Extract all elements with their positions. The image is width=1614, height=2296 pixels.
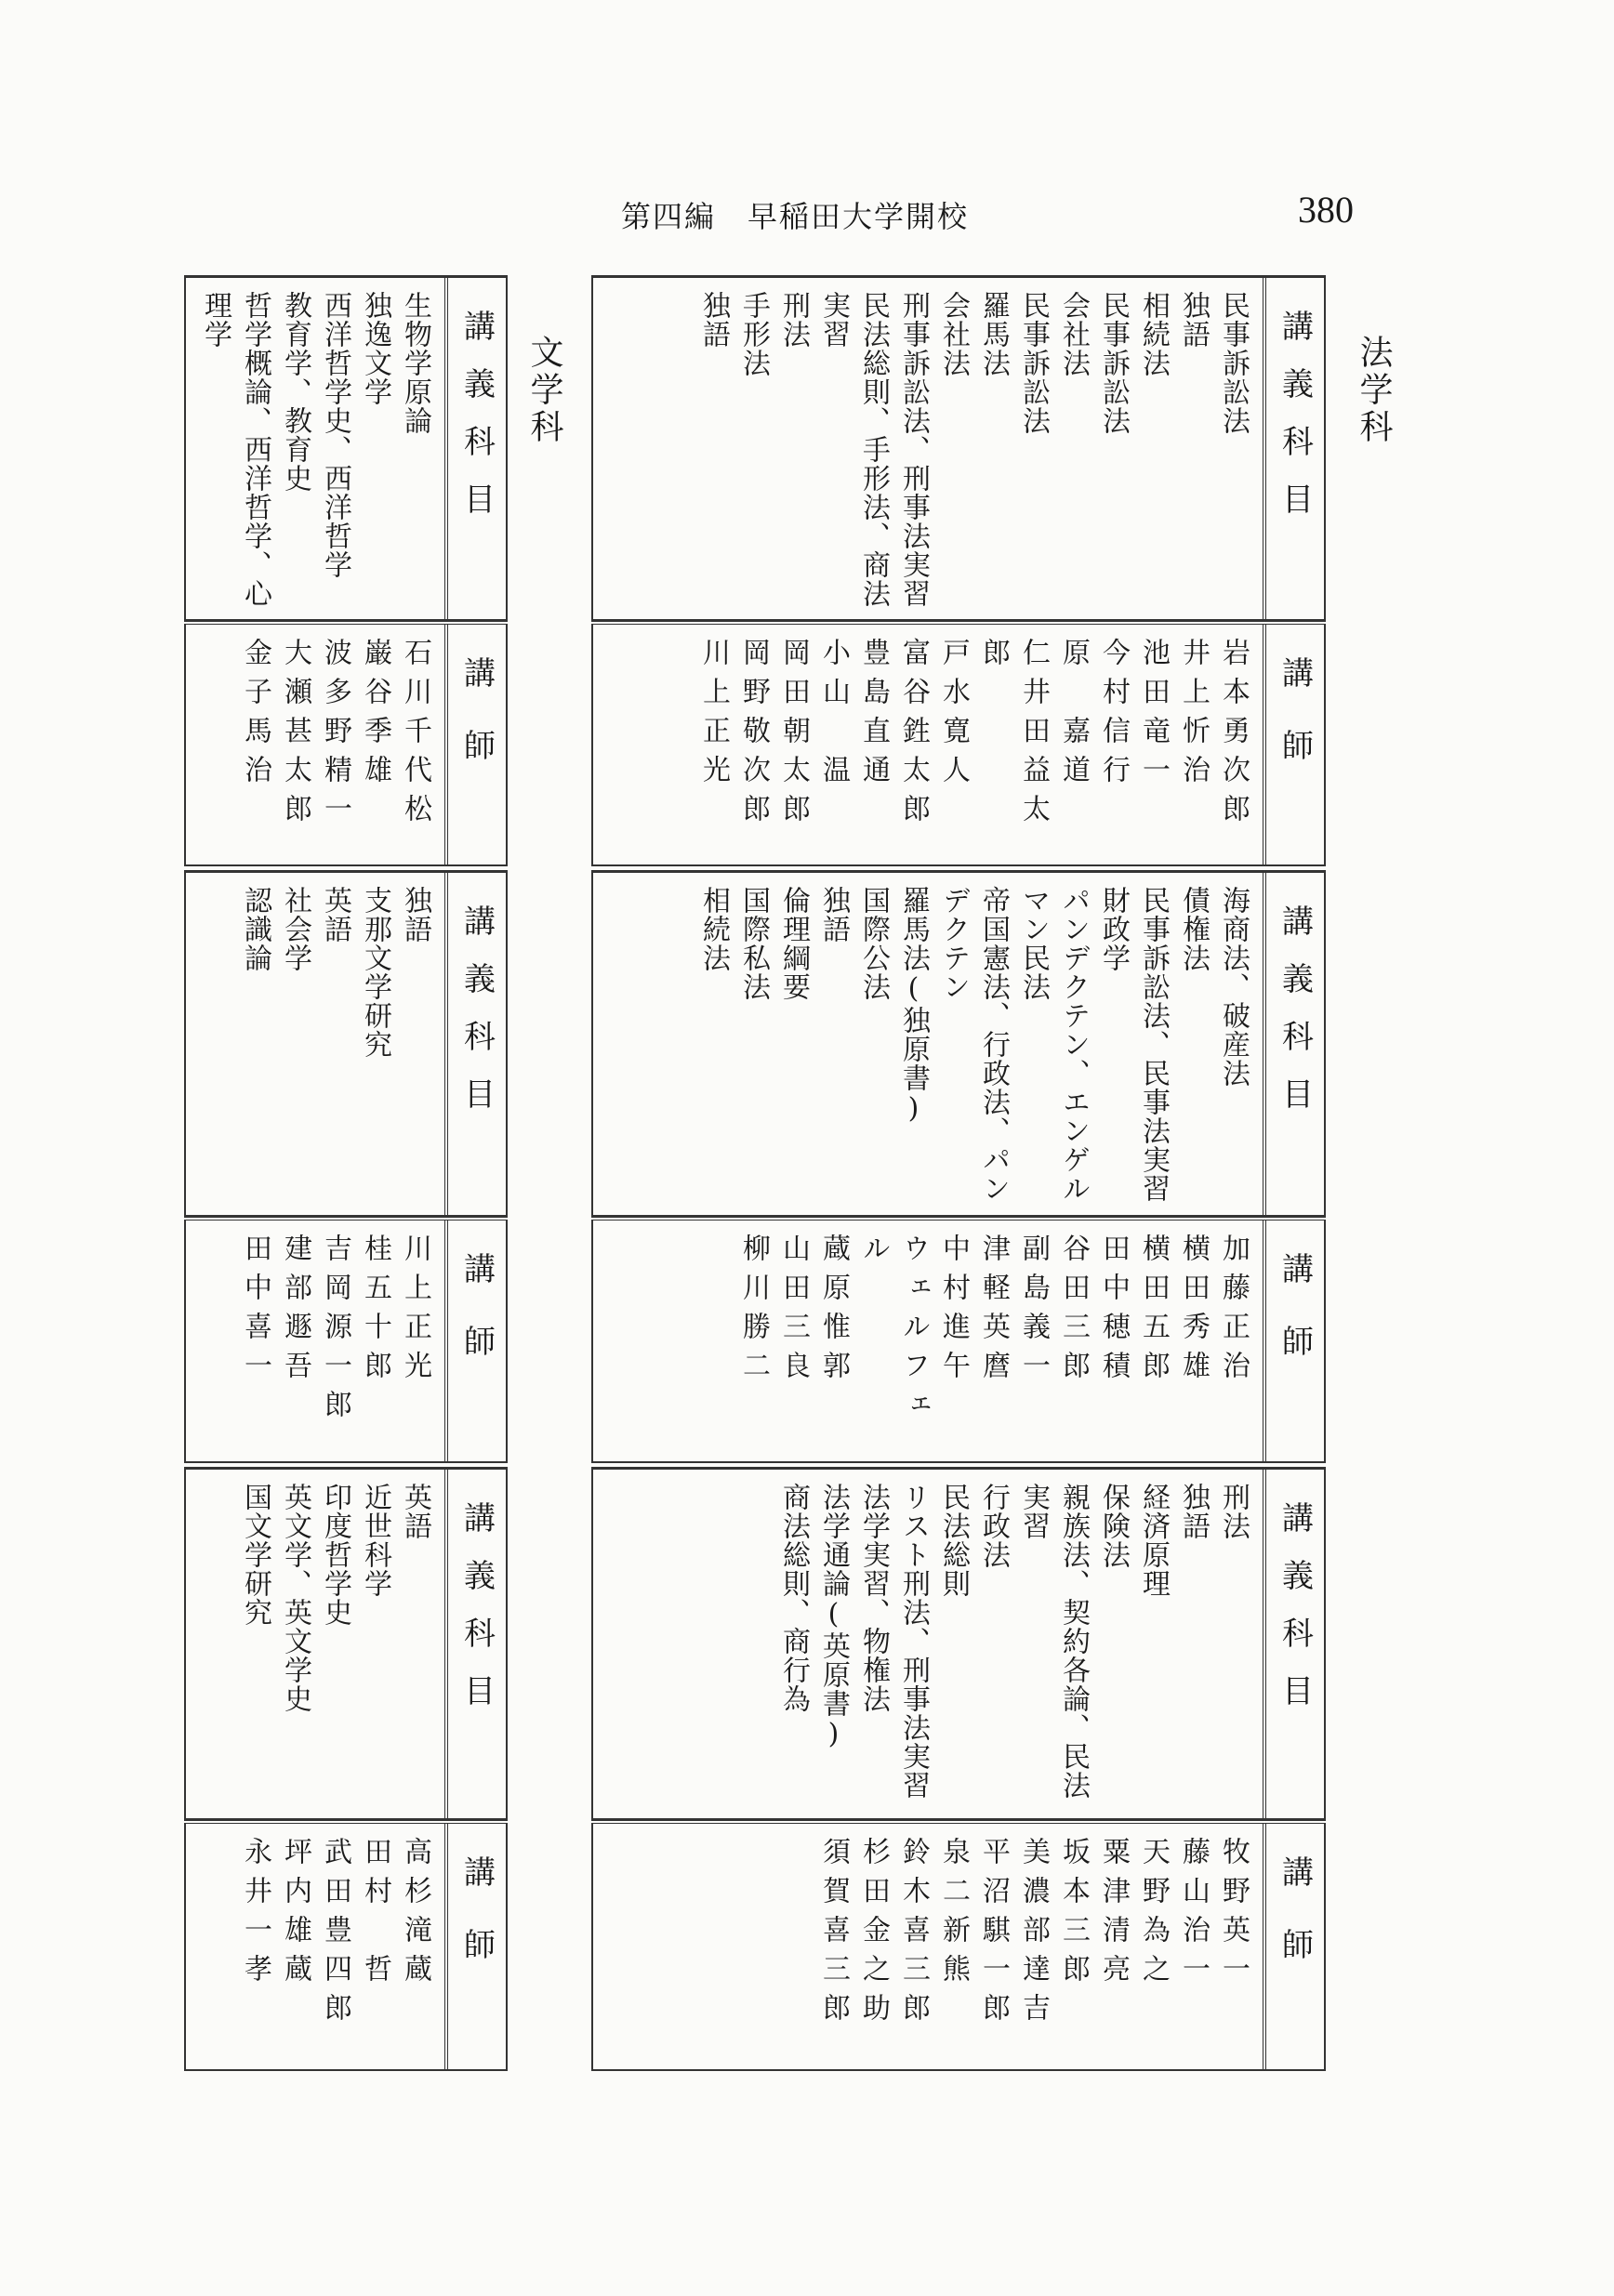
lecturer-name: 田村 哲 [359, 1837, 391, 1993]
lecturer-section [184, 1824, 508, 2071]
lecturer-name: 須賀喜三郎 [817, 1837, 850, 2032]
course-item: 相続法 [697, 886, 730, 972]
course-item: 国文学研究 [239, 1483, 271, 1627]
lecturer-header [444, 1824, 506, 2069]
course-item: 支那文学研究 [359, 886, 391, 1059]
lit-table-3 [184, 1467, 508, 2071]
course-item: 独語 [1177, 1483, 1210, 1540]
course-section [184, 278, 508, 621]
course-item: 西洋哲学史、西洋哲学 [319, 291, 351, 579]
lecturer-name: 巌谷季雄 [359, 638, 391, 794]
course-item: 英語 [399, 1483, 431, 1540]
course-header-label: 講義科目 [1276, 904, 1314, 1135]
course-section [591, 873, 1326, 1217]
lecturer-name: 美濃部達吉 [1017, 1837, 1050, 2032]
lecturer-name: 横田五郎 [1137, 1234, 1170, 1390]
course-item: 独逸文学 [359, 291, 391, 406]
course-item: 民事訴訟法、民事法実習 [1137, 886, 1170, 1203]
course-item: 社会学 [279, 886, 311, 972]
course-header [1263, 278, 1324, 619]
course-item: 民事訴訟法 [1217, 291, 1250, 435]
lecturer-section [184, 1221, 508, 1463]
course-item: 英文学、英文学史 [279, 1483, 311, 1713]
course-header [1263, 1470, 1324, 1818]
lecturer-name: 永井一孝 [239, 1837, 271, 1993]
lecturer-name: ウェルフェル [857, 1234, 930, 1429]
course-item: 認識論 [239, 886, 271, 972]
lecturer-section [591, 1221, 1326, 1463]
course-item: 羅馬法 [977, 291, 1010, 377]
lecturer-section [184, 625, 508, 866]
course-item: 保険法 [1097, 1483, 1130, 1569]
lecturer-name: 吉岡源一郎 [319, 1234, 351, 1429]
course-item: 相続法 [1137, 291, 1170, 377]
lecturer-header-label: 講師 [1276, 656, 1314, 801]
lecturer-name: 副島義一 [1017, 1234, 1050, 1390]
law-table-3 [591, 1467, 1326, 2071]
course-item: 民事訴訟法 [1097, 291, 1130, 435]
course-item: 国際私法 [737, 886, 770, 1001]
course-item: 独語 [697, 291, 730, 349]
law-table-1 [591, 275, 1326, 866]
lecturer-name: 谷田三郎 [1057, 1234, 1090, 1390]
lecturer-name: 豊島直通 [857, 638, 890, 794]
lecturer-section [591, 1824, 1326, 2071]
lecturer-header [1263, 1221, 1324, 1461]
course-item: 独語 [817, 886, 850, 943]
lecturer-section [591, 625, 1326, 866]
lecturer-name: 大瀬甚太郎 [279, 638, 311, 833]
lecturer-name: 金子馬治 [239, 638, 271, 794]
lecturer-header [444, 1221, 506, 1461]
lecturer-name: 粟津清亮 [1097, 1837, 1130, 1993]
lit-table-1 [184, 275, 508, 866]
lecturer-name: 蔵原惟郭 [817, 1234, 850, 1390]
lecturer-name: 坪内雄蔵 [279, 1837, 311, 1993]
lecturer-header-label: 講師 [1276, 1252, 1314, 1397]
lecturer-name: 柳川勝二 [737, 1234, 770, 1390]
lecturer-name: 波多野精一 [319, 638, 351, 833]
lecturer-name: 平沼騏一郎 [977, 1837, 1010, 2032]
lecturer-name: 原 嘉道 [1057, 638, 1090, 794]
course-item: 近世科学 [359, 1483, 391, 1598]
section-title-literature: 文学科 [525, 335, 563, 446]
course-item: 会社法 [937, 291, 970, 377]
running-head: 第四編 早稲田大学開校 [621, 199, 970, 234]
lecturer-name: 山田三良 [777, 1234, 810, 1390]
lecturer-name: 石川千代松 [399, 638, 431, 833]
lecturer-name: 横田秀雄 [1177, 1234, 1210, 1390]
course-item: 債権法 [1177, 886, 1210, 972]
lecturer-name: 富谷鉎太郎 [897, 638, 930, 833]
course-header [1263, 873, 1324, 1215]
lecturer-name: 川上正光 [399, 1234, 431, 1390]
course-header [444, 873, 506, 1215]
course-item: 民法総則、手形法、商法実習 [817, 291, 890, 608]
page-number: 380 [1298, 189, 1354, 231]
course-item: 刑法 [777, 291, 810, 349]
lecturer-name: 鈴木喜三郎 [897, 1837, 930, 2032]
course-item: リスト刑法、刑事法実習 [897, 1483, 930, 1800]
lecturer-name: 高杉滝蔵 [399, 1837, 431, 1993]
lecturer-name: 武田豊四郎 [319, 1837, 351, 2032]
course-item: 財政学 [1097, 886, 1130, 972]
course-item: 法学実習、物権法 [857, 1483, 890, 1713]
course-section [591, 278, 1326, 621]
lecturer-name: 藤山治一 [1177, 1837, 1210, 1993]
lecturer-header-label: 講師 [457, 656, 496, 801]
course-item: 行政法 [977, 1483, 1010, 1569]
lecturer-name: 小山 温 [817, 638, 850, 794]
lecturer-name: 田中穂積 [1097, 1234, 1130, 1390]
lecturer-name: 天野為之 [1137, 1837, 1170, 1993]
course-item: 民法総則 [937, 1483, 970, 1598]
lecturer-header [444, 625, 506, 864]
lecturer-name: 田中喜一 [239, 1234, 271, 1390]
lecturer-name: 加藤正治 [1217, 1234, 1250, 1390]
course-item: 刑法 [1217, 1483, 1250, 1540]
lecturer-name: 岡野敬次郎 [737, 638, 770, 833]
course-item: 商法総則、商行為 [777, 1483, 810, 1713]
lecturer-name: 井上忻治 [1177, 638, 1210, 794]
course-item: 英語 [319, 886, 351, 943]
course-item: 哲学概論、西洋哲学、心理学 [199, 291, 271, 608]
course-header-label: 講義科目 [457, 310, 496, 540]
lit-table-2 [184, 870, 508, 1463]
lecturer-name: 津軽英麿 [977, 1234, 1010, 1390]
lecturer-header-label: 講師 [1276, 1855, 1314, 2000]
course-header [444, 1470, 506, 1818]
course-item: 帝国憲法、行政法、パンデクテン [937, 886, 1010, 1203]
course-item: 生物学原論 [399, 291, 431, 435]
course-item: 独語 [1177, 291, 1210, 349]
law-table-2 [591, 870, 1326, 1463]
lecturer-name: 坂本三郎 [1057, 1837, 1090, 1993]
lecturer-name: 泉二新熊 [937, 1837, 970, 1993]
lecturer-name: 今村信行 [1097, 638, 1130, 794]
course-header [444, 278, 506, 619]
section-title-law: 法学科 [1355, 335, 1393, 446]
course-item: 法学通論(英原書) [817, 1483, 850, 1751]
course-item: 教育学、教育史 [279, 291, 311, 493]
course-header-label: 講義科目 [457, 904, 496, 1135]
lecturer-name: 川上正光 [697, 638, 730, 794]
course-item: 刑事訴訟法、刑事法実習 [897, 291, 930, 608]
lecturer-header-label: 講師 [457, 1855, 496, 2000]
lecturer-name: 中村進午 [937, 1234, 970, 1390]
course-section [184, 873, 508, 1217]
course-item: 独語 [399, 886, 431, 943]
course-item: 倫理綱要 [777, 886, 810, 1001]
course-item: 親族法、契約各論、民法実習 [1017, 1483, 1090, 1800]
course-header-label: 講義科目 [457, 1501, 496, 1732]
lecturer-header [1263, 625, 1324, 864]
course-item: パンデクテン、エンゲルマン民法 [1017, 886, 1090, 1203]
course-item: 国際公法 [857, 886, 890, 1001]
lecturer-name: 岡田朝太郎 [777, 638, 810, 833]
course-item: 民事訴訟法 [1017, 291, 1050, 435]
course-item: 経済原理 [1137, 1483, 1170, 1598]
course-header-label: 講義科目 [1276, 310, 1314, 540]
lecturer-name: 建部遯吾 [279, 1234, 311, 1390]
course-section [591, 1470, 1326, 1820]
lecturer-name: 岩本勇次郎 [1217, 638, 1250, 833]
lecturer-name: 牧野英一 [1217, 1837, 1250, 1993]
course-item: 印度哲学史 [319, 1483, 351, 1627]
course-section [184, 1470, 508, 1820]
lecturer-name: 戸水寛人 [937, 638, 970, 794]
lecturer-name: 池田竜一 [1137, 638, 1170, 794]
course-item: 海商法、破産法 [1217, 886, 1250, 1088]
lecturer-header-label: 講師 [457, 1252, 496, 1397]
lecturer-name: 仁井田益太郎 [977, 638, 1050, 833]
course-header-label: 講義科目 [1276, 1501, 1314, 1732]
course-item: 羅馬法(独原書) [897, 886, 930, 1126]
lecturer-name: 杉田金之助 [857, 1837, 890, 2032]
course-item: 手形法 [737, 291, 770, 377]
lecturer-name: 桂五十郎 [359, 1234, 391, 1390]
course-item: 会社法 [1057, 291, 1090, 377]
lecturer-header [1263, 1824, 1324, 2069]
